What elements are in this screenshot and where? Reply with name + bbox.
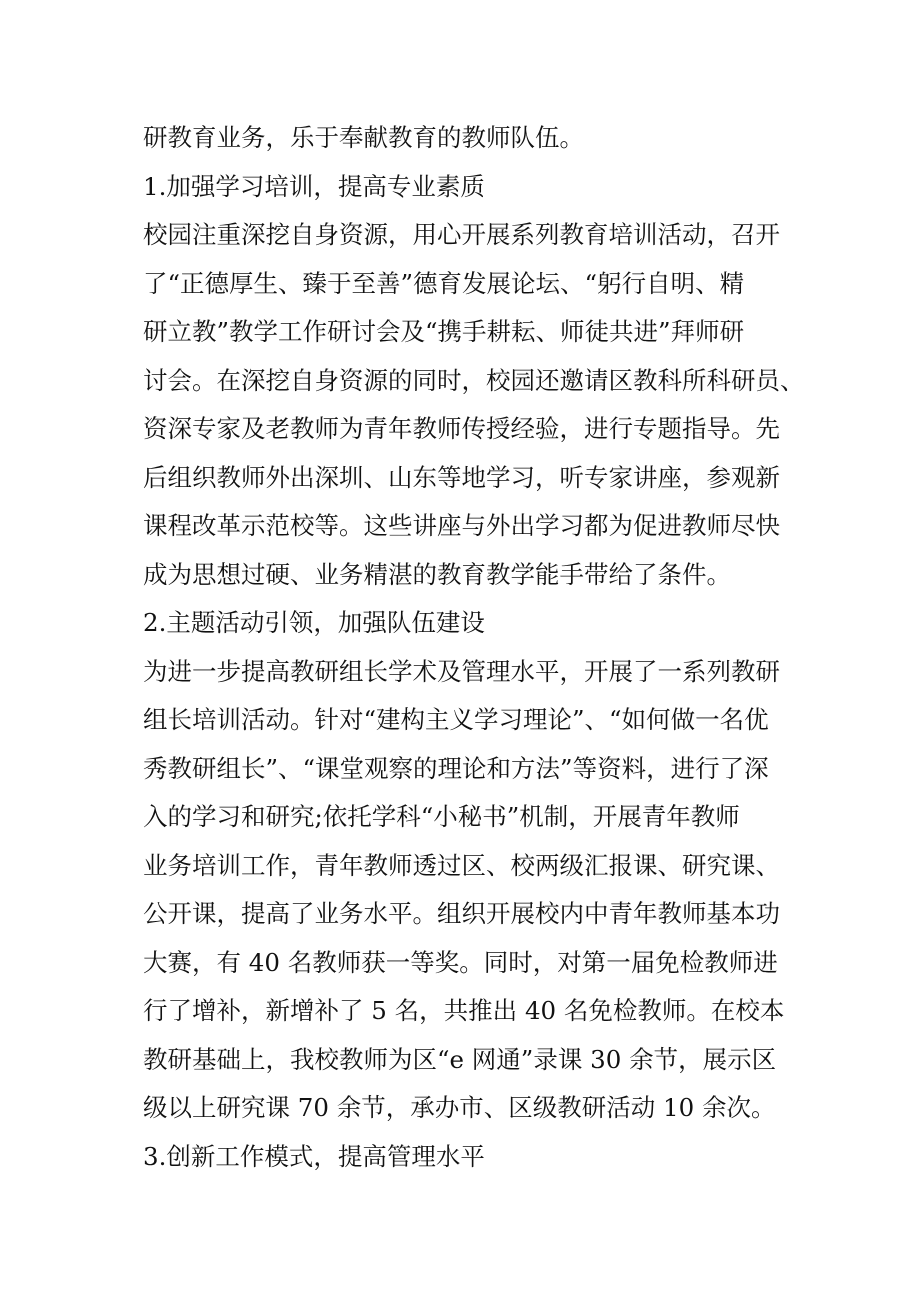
text-line: 级以上研究课 70 余节，承办市、区级教研活动 10 余次。 xyxy=(143,1093,776,1122)
text-line: 课程改革示范校等。这些讲座与外出学习都为促进教师尽快 xyxy=(143,511,780,540)
text-line: 入的学习和研究;依托学科“小秘书”机制，开展青年教师 xyxy=(143,802,740,831)
section-heading: 1.加强学习培训，提高专业素质 xyxy=(143,171,485,201)
text-line: 讨会。在深挖自身资源的同时，校园还邀请区教科所科研员、 xyxy=(143,365,805,395)
text-line: 大赛，有 40 名教师获一等奖。同时，对第一届免检教师进 xyxy=(143,947,778,977)
text-line: 秀教研组长”、“课堂观察的理论和方法”等资料，进行了深 xyxy=(143,753,769,783)
text-line: 行了增补，新增补了 5 名，共推出 40 名免检教师。在校本 xyxy=(143,996,785,1025)
section-heading: 3.创新工作模式，提高管理水平 xyxy=(143,1141,485,1171)
text-line: 教研基础上，我校教师为区“e 网通”录课 30 余节，展示区 xyxy=(143,1044,777,1074)
text-line: 业务培训工作，青年教师透过区、校两级汇报课、研究课、 xyxy=(143,850,780,880)
text-line: 成为思想过硬、业务精湛的教育教学能手带给了条件。 xyxy=(143,559,731,589)
text-line: 资深专家及老教师为青年教师传授经验，进行专题指导。先 xyxy=(143,414,780,443)
section-heading: 2.主题活动引领，加强队伍建设 xyxy=(143,608,485,637)
text-line: 了“正德厚生、臻于至善”德育发展论坛、“躬行自明、精 xyxy=(143,268,745,298)
text-line: 研教育业务，乐于奉献教育的教师队伍。 xyxy=(143,123,584,152)
text-line: 校园注重深挖自身资源，用心开展系列教育培训活动，召开 xyxy=(143,220,780,249)
document-body xyxy=(143,114,803,1181)
text-line: 为进一步提高教研组长学术及管理水平，开展了一系列教研 xyxy=(143,656,780,686)
text-line: 公开课，提高了业务水平。组织开展校内中青年教师基本功 xyxy=(143,899,780,928)
text-line: 组长培训活动。针对“建构主义学习理论”、“如何做一名优 xyxy=(143,705,769,734)
text-line: 研立教”教学工作研讨会及“携手耕耘、师徒共进”拜师研 xyxy=(143,317,745,346)
text-line: 后组织教师外出深圳、山东等地学习，听专家讲座，参观新 xyxy=(143,462,780,492)
